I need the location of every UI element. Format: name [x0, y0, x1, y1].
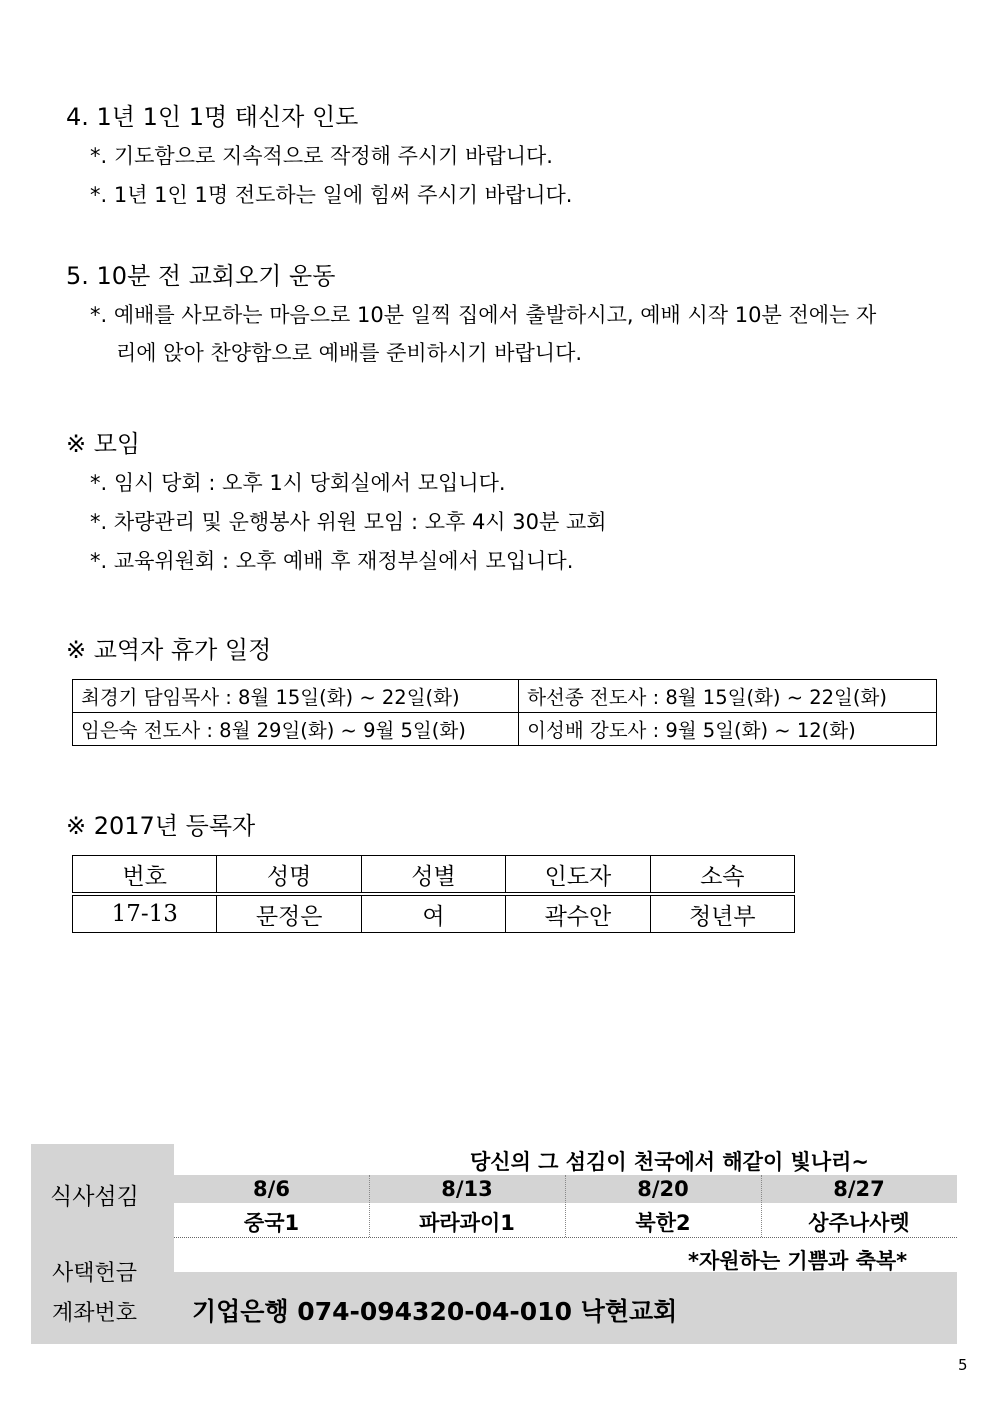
meal-date: 8/20: [637, 1177, 689, 1201]
account-label: 계좌번호: [52, 1301, 138, 1326]
meal-group: 파라과이1: [419, 1211, 515, 1235]
section-registrants-heading: ※ 2017년 등록자: [66, 812, 256, 840]
section-evangelism-heading: 4. 1년 1인 1명 태신자 인도: [66, 103, 359, 131]
column-header: 성별: [361, 856, 505, 895]
table-header-row: [73, 856, 795, 895]
page-number: 5: [958, 1356, 968, 1374]
registrant-number: 17-13: [73, 894, 217, 933]
vacation-table: [72, 679, 937, 746]
column-header: 인도자: [506, 856, 650, 895]
meal-date: 8/27: [833, 1177, 885, 1201]
vacation-cell: 최경기 담임목사 : 8월 15일(화) ~ 22일(화): [73, 680, 519, 713]
vacation-cell: 임은숙 전도사 : 8월 29일(화) ~ 9월 5일(화): [73, 713, 519, 746]
column-header: 번호: [73, 856, 217, 895]
evangelism-bullet-1: *. 기도함으로 지속적으로 작정해 주시기 바랍니다.: [90, 144, 553, 168]
cell-divider: [761, 1175, 762, 1237]
table-row: [73, 713, 937, 746]
offering-label: 사택헌금: [52, 1261, 138, 1286]
column-header: 소속: [650, 856, 794, 895]
section-vacation-heading: ※ 교역자 휴가 일정: [66, 636, 272, 664]
meal-date: 8/13: [441, 1177, 493, 1201]
account-value: 기업은행 074-094320-04-010 낙현교회: [192, 1297, 678, 1326]
meetings-bullet-2: *. 차량관리 및 운행봉사 위원 모임 : 오후 4시 30분 교회: [90, 510, 607, 534]
meal-group: 북한2: [635, 1211, 691, 1235]
meetings-bullet-3: *. 교육위원회 : 오후 예배 후 재정부실에서 모입니다.: [90, 549, 574, 573]
registrant-guide: 곽수안: [506, 894, 650, 933]
registrant-gender: 여: [361, 894, 505, 933]
meal-date: 8/6: [253, 1177, 290, 1201]
evangelism-bullet-2: *. 1년 1인 1명 전도하는 일에 힘써 주시기 바랍니다.: [90, 183, 573, 207]
early-arrival-bullet-line1: *. 예배를 사모하는 마음으로 10분 일찍 집에서 출발하시고, 예배 시작 10분 전에는 자: [90, 303, 877, 327]
meal-service-label: 식사섬김: [50, 1184, 139, 1210]
footer-slogan: 당신의 그 섬김이 천국에서 해같이 빛나리~: [470, 1150, 870, 1174]
section-meetings-heading: ※ 모임: [66, 430, 141, 458]
registrant-name: 문정은: [217, 894, 361, 933]
column-header: 성명: [217, 856, 361, 895]
registrants-table: [72, 855, 795, 933]
vacation-cell: 하선종 전도사 : 8월 15일(화) ~ 22일(화): [519, 680, 937, 713]
table-row: [73, 894, 795, 933]
registrant-department: 청년부: [650, 894, 794, 933]
meetings-bullet-1: *. 임시 당회 : 오후 1시 당회실에서 모입니다.: [90, 471, 506, 495]
cell-divider: [565, 1175, 566, 1237]
early-arrival-bullet-line2: 리에 앉아 찬양함으로 예배를 준비하시기 바랍니다.: [116, 341, 583, 365]
row-divider: [174, 1237, 957, 1238]
meal-group: 상주나사렛: [808, 1211, 910, 1235]
vacation-cell: 이성배 강도사 : 9월 5일(화) ~ 12(화): [519, 713, 937, 746]
table-row: [73, 680, 937, 713]
meal-group: 중국1: [243, 1211, 300, 1235]
cell-divider: [369, 1175, 370, 1237]
offering-note: *자원하는 기쁨과 축복*: [688, 1249, 908, 1273]
section-early-arrival-heading: 5. 10분 전 교회오기 운동: [66, 262, 336, 290]
